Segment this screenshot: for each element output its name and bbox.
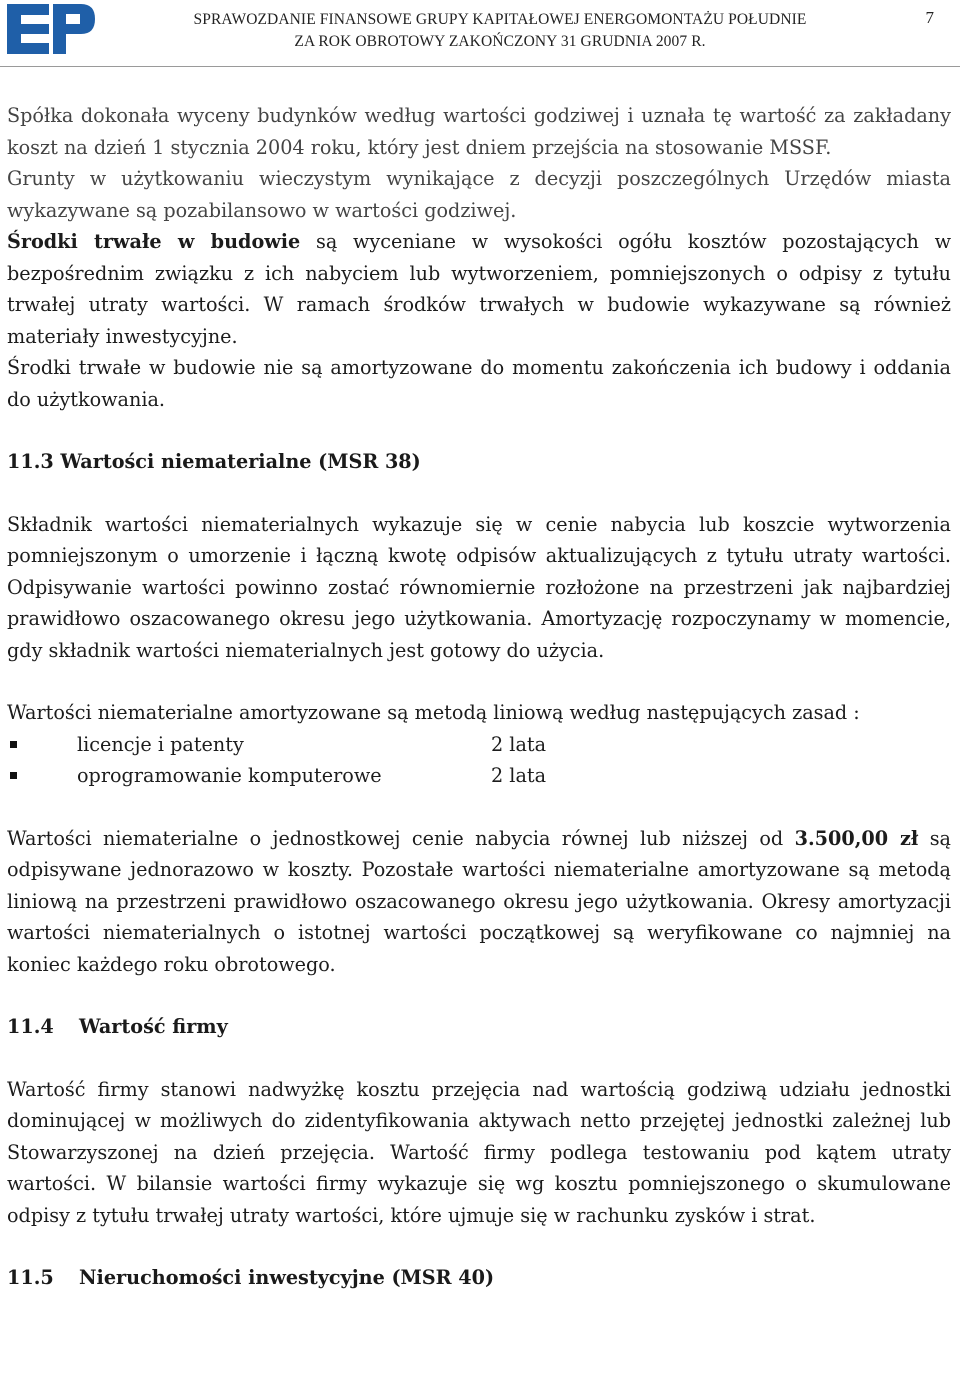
paragraph-buildings-valuation: Spółka dokonała wyceny budynków według wartości godziwej i uznała tę wartość za zakładany koszt na dzień 1 stycznia 2004 roku, który jest dniem przejścia na stosowanie MSSF. bbox=[7, 104, 951, 159]
report-title bbox=[100, 9, 900, 53]
company-logo bbox=[7, 4, 95, 54]
header-divider bbox=[0, 66, 960, 67]
paragraph-goodwill: Wartość firmy stanowi nadwyżkę kosztu przejęcia nad wartością godziwą udziału jednostki dominującej w możliwych do zidentyfikowania aktywach netto przejętej jednostki zależnej lub Stowarzyszonej na dzień przejęcia. Wartość firmy podlega testowaniu pod kątem utraty wartości. W bilansie wartości firmy wykazuje się wg kosztu pomniejszonego o skumulowane odpisy z tytułu trwałej utraty wartości, które ujmuje się w rachunku zysków i strat. bbox=[7, 1077, 951, 1227]
page-number: 7 bbox=[925, 8, 934, 27]
paragraph-amortization-rules: Wartości niematerialne amortyzowane są metodą liniową według następujących zasad : bbox=[7, 701, 860, 724]
paragraph-construction-in-progress: Środki trwałe w budowie są wyceniane w wysokości ogółu kosztów pozostających w bezpośrednim związku z ich nabyciem lub wytworzeniem, pomniejszonych o odpisy z tytułu trwałej utraty wartości. W ramach środków trwałych w budowie wykazywane są również materiały inwestycyjne. bbox=[7, 230, 951, 348]
list-item: licencje i patenty 2 lata bbox=[7, 729, 951, 761]
report-title-line2: ZA ROK OBROTOWY ZAKOŃCZONY 31 GRUDNIA 2007 R. bbox=[294, 33, 706, 50]
page-header bbox=[0, 0, 960, 70]
paragraph-low-value-intangibles: Wartości niematerialne o jednostkowej cenie nabycia równej lub niższej od 3.500,00 zł są odpisywane jednorazowo w koszty. Pozostałe wartości niematerialne amortyzowane są metodą liniową na przestrzeni prawidłowo oszacowanego okresu jego użytkowania. Okresy amortyzacji wartości niematerialnych o istotnej wartości początkowej są weryfikowane co najmniej na koniec każdego roku obrotowego. bbox=[7, 826, 951, 976]
bullet-square-icon bbox=[10, 741, 17, 748]
paragraph-perpetual-usufruct: Grunty w użytkowaniu wieczystym wynikające z decyzji poszczególnych Urzędów miasta wykazywane są pozabilansowo w wartości godziwej. bbox=[7, 167, 951, 222]
section-heading-11-4: 11.4 Wartość firmy bbox=[7, 1015, 228, 1038]
bullet-square-icon bbox=[10, 772, 17, 779]
list-item: oprogramowanie komputerowe 2 lata bbox=[7, 760, 951, 792]
amortization-periods-list bbox=[7, 729, 951, 792]
report-title-line1: SPRAWOZDANIE FINANSOWE GRUPY KAPITAŁOWEJ ENERGOMONTAŻU POŁUDNIE bbox=[193, 11, 807, 28]
paragraph-intangibles-measurement: Składnik wartości niematerialnych wykazuje się w cenie nabycia lub koszcie wytworzenia pomniejszonym o umorzenie i łączną kwotę odpisów aktualizujących z tytułu utraty wartości. Odpisywanie wartości powinno zostać równomiernie rozłożone na przestrzeni jak najbardziej prawidłowo oszacowanego okresu jego użytkowania. Amortyzację rozpoczynamy w momencie, gdy składnik wartości niematerialnych jest gotowy do użycia. bbox=[7, 512, 951, 662]
term-construction-in-progress: Środki trwałe w budowie bbox=[7, 230, 301, 253]
section-heading-11-3: 11.3 Wartości niematerialne (MSR 38) bbox=[7, 450, 421, 473]
section-heading-11-5: 11.5 Nieruchomości inwestycyjne (MSR 40) bbox=[7, 1266, 495, 1289]
threshold-amount: 3.500,00 zł bbox=[794, 826, 919, 850]
document-body bbox=[7, 100, 951, 1294]
paragraph-construction-depreciation: Środki trwałe w budowie nie są amortyzowane do momentu zakończenia ich budowy i oddania do użytkowania. bbox=[7, 356, 951, 411]
